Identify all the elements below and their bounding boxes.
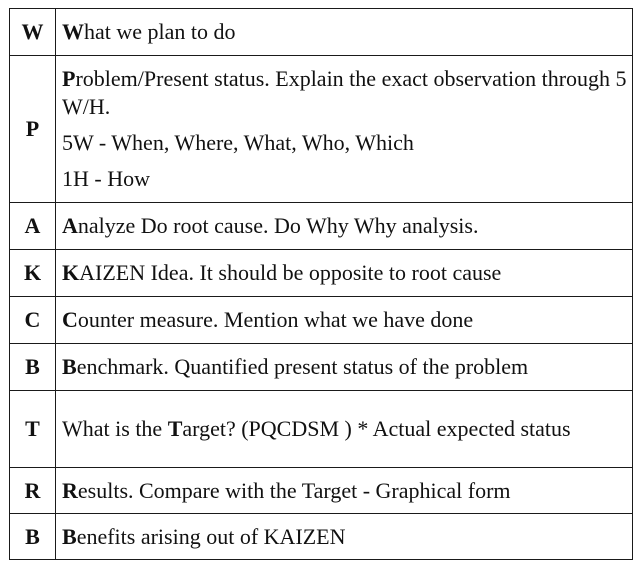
table-row <box>10 9 633 56</box>
row-letter: C <box>10 297 56 344</box>
row-letter: P <box>10 56 56 203</box>
row-text: AIZEN Idea. It should be opposite to root cause <box>79 260 502 285</box>
table-row <box>10 250 633 297</box>
table-row <box>10 514 633 560</box>
row-initial: P <box>62 66 76 91</box>
row-text: roblem/Present status. Explain the exact observation through 5 W/H. <box>62 66 627 119</box>
row-text: ounter measure. Mention what we have done <box>77 307 474 332</box>
table-row <box>10 56 633 203</box>
table-row <box>10 297 633 344</box>
table-row <box>10 468 633 514</box>
row-description <box>56 250 633 297</box>
row-description <box>56 203 633 250</box>
row-initial: B <box>62 354 77 379</box>
row-letter: B <box>10 514 56 560</box>
row-initial: C <box>62 307 78 332</box>
row-text: nalyze Do root cause. Do Why Why analysis. <box>77 213 479 238</box>
row-initial: R <box>62 477 78 503</box>
row-description <box>56 468 633 514</box>
row-description <box>56 391 633 468</box>
row-description <box>56 9 633 56</box>
row-text: hat we plan to do <box>84 19 236 44</box>
row-initial: A <box>62 213 78 238</box>
row-text: arget? (PQCDSM ) * Actual expected status <box>182 416 571 441</box>
row-letter: T <box>10 391 56 468</box>
table-row <box>10 391 633 468</box>
table-row <box>10 344 633 391</box>
row-description <box>56 514 633 560</box>
row-text-prefix: What is the <box>62 416 168 441</box>
row-initial: T <box>167 416 183 441</box>
row-text: enchmark. Quantified present status of the problem <box>76 354 529 379</box>
row-letter: A <box>10 203 56 250</box>
row-initial: B <box>62 523 77 549</box>
row-description <box>56 344 633 391</box>
row-letter: R <box>10 468 56 514</box>
row-text: enefits arising out of KAIZEN <box>76 523 346 549</box>
row-initial: K <box>62 260 80 285</box>
row-letter: K <box>10 250 56 297</box>
row-description <box>56 56 633 203</box>
row-letter: B <box>10 344 56 391</box>
row-description <box>56 297 633 344</box>
row-text-line: 1H - How <box>62 166 150 191</box>
row-initial: W <box>62 19 84 44</box>
wpakcbtrb-table <box>9 8 633 560</box>
row-text: esults. Compare with the Target - Graphical form <box>77 477 511 503</box>
row-text-line: 5W - When, Where, What, Who, Which <box>62 130 414 155</box>
row-letter: W <box>10 9 56 56</box>
table-row <box>10 203 633 250</box>
